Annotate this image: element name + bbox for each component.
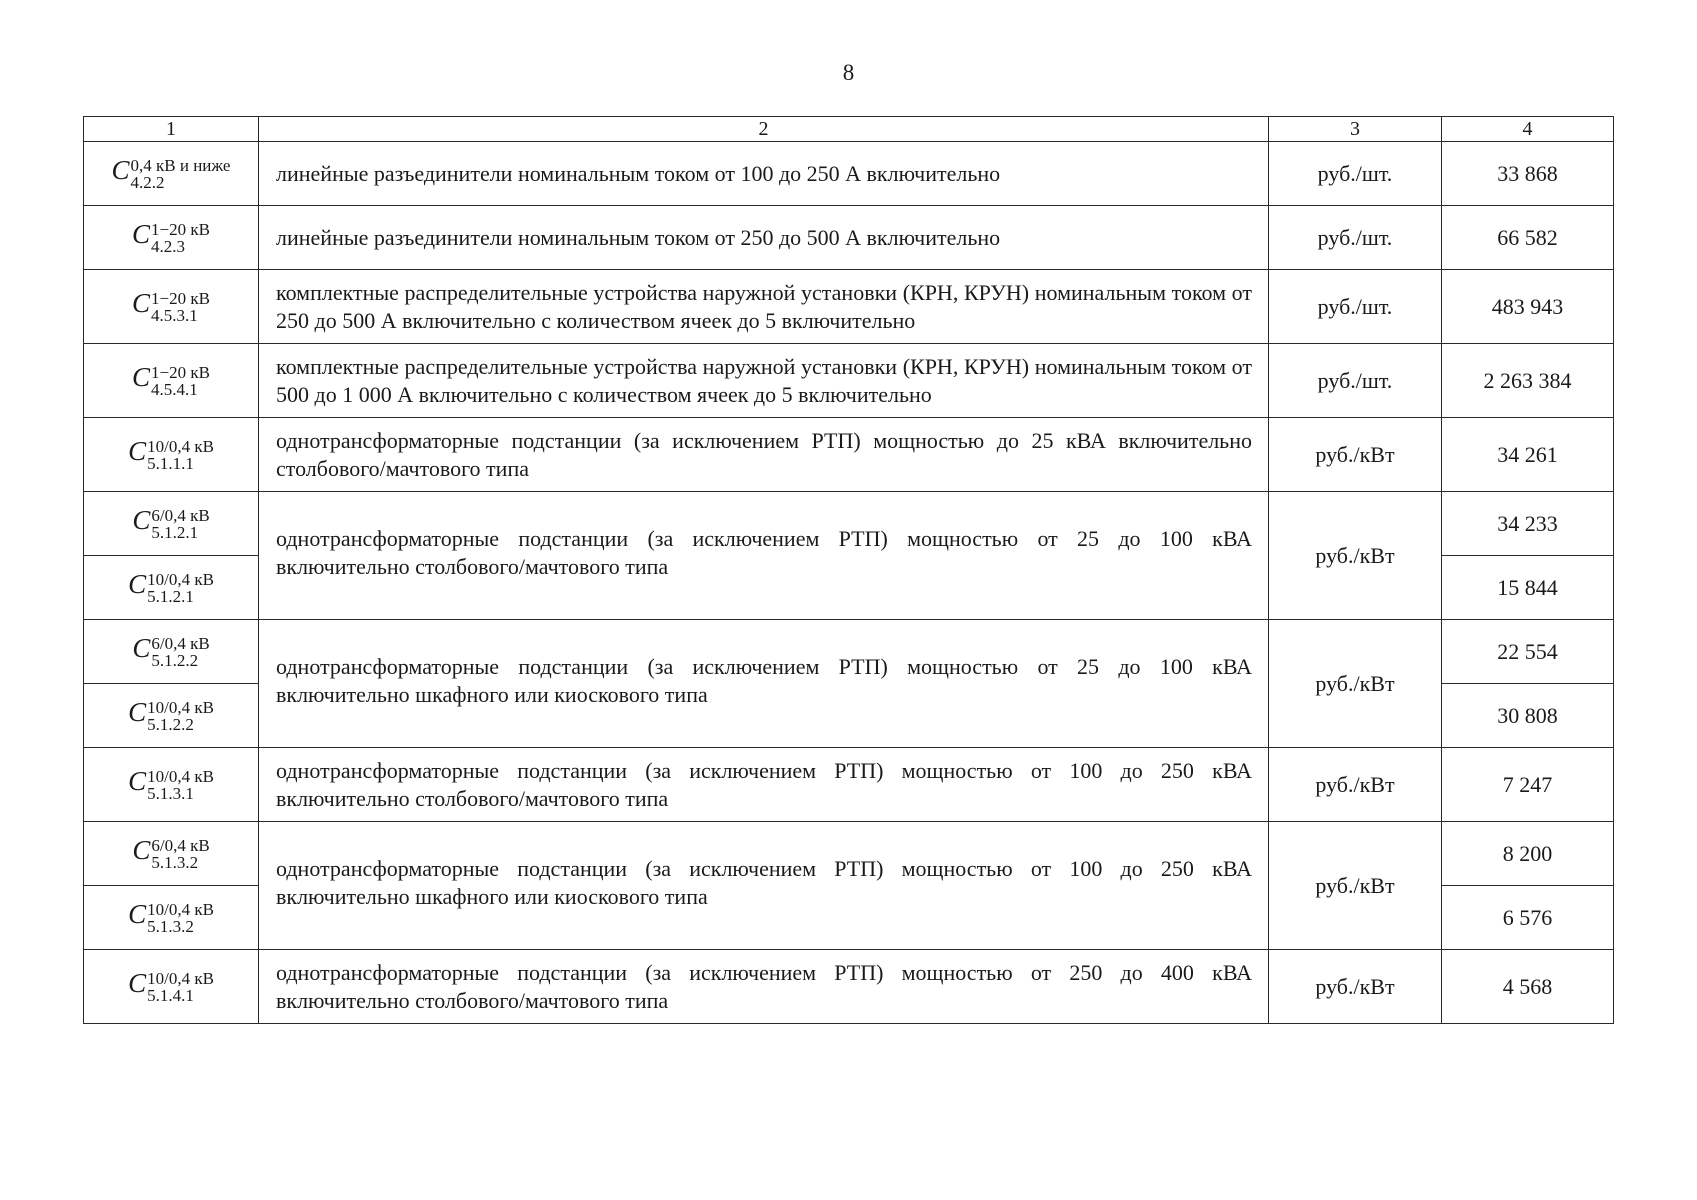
table-row: [84, 620, 1614, 684]
unit-cell: руб./кВт: [1269, 950, 1442, 1024]
unit-cell: руб./кВт: [1269, 492, 1442, 620]
unit-cell: руб./шт.: [1269, 142, 1442, 206]
rate-code: C 6/0,4 кВ 5.1.2.1: [84, 492, 259, 556]
column-header: 2: [259, 117, 1269, 142]
table-row: [84, 950, 1614, 1024]
column-header: 1: [84, 117, 259, 142]
rate-code: C 10/0,4 кВ 5.1.4.1: [84, 950, 259, 1024]
description-cell: комплектные распределительные устройства наружной установки (КРН, КРУН) номинальным током от 500 до 1 000 А включительно с количеством ячеек до 5 включительно: [259, 344, 1269, 418]
table-row: [84, 418, 1614, 492]
value-cell: 8 200: [1442, 822, 1614, 886]
rate-code: C 10/0,4 кВ 5.1.2.2: [84, 684, 259, 748]
value-cell: 34 233: [1442, 492, 1614, 556]
value-cell: 7 247: [1442, 748, 1614, 822]
description-cell: линейные разъединители номинальным током от 100 до 250 А включительно: [259, 142, 1269, 206]
rate-code: C 10/0,4 кВ 5.1.1.1: [84, 418, 259, 492]
rate-code: C 0,4 кВ и ниже 4.2.2: [84, 142, 259, 206]
value-cell: 33 868: [1442, 142, 1614, 206]
description-cell: однотрансформаторные подстанции (за исключением РТП) мощностью от 250 до 400 кВА включительно столбового/мачтового типа: [259, 950, 1269, 1024]
rate-code: C 1−20 кВ 4.2.3: [84, 206, 259, 270]
value-cell: 6 576: [1442, 886, 1614, 950]
rate-code: C 10/0,4 кВ 5.1.3.1: [84, 748, 259, 822]
table-row: [84, 492, 1614, 556]
table-row: [84, 270, 1614, 344]
unit-cell: руб./шт.: [1269, 270, 1442, 344]
header-row: [84, 117, 1614, 142]
value-cell: 2 263 384: [1442, 344, 1614, 418]
unit-cell: руб./шт.: [1269, 344, 1442, 418]
column-header: 3: [1269, 117, 1442, 142]
table-row: [84, 142, 1614, 206]
rate-code: C 1−20 кВ 4.5.4.1: [84, 344, 259, 418]
rate-code: C 6/0,4 кВ 5.1.2.2: [84, 620, 259, 684]
description-cell: однотрансформаторные подстанции (за исключением РТП) мощностью от 100 до 250 кВА включительно столбового/мачтового типа: [259, 748, 1269, 822]
value-cell: 22 554: [1442, 620, 1614, 684]
table-row: [84, 748, 1614, 822]
value-cell: 15 844: [1442, 556, 1614, 620]
value-cell: 30 808: [1442, 684, 1614, 748]
page-number: 8: [842, 60, 855, 85]
description-cell: однотрансформаторные подстанции (за исключением РТП) мощностью до 25 кВА включительно столбового/мачтового типа: [259, 418, 1269, 492]
description-cell: комплектные распределительные устройства наружной установки (КРН, КРУН) номинальным током от 250 до 500 А включительно с количеством ячеек до 5 включительно: [259, 270, 1269, 344]
rate-code: C 6/0,4 кВ 5.1.3.2: [84, 822, 259, 886]
table-row: [84, 206, 1614, 270]
value-cell: 34 261: [1442, 418, 1614, 492]
description-cell: однотрансформаторные подстанции (за исключением РТП) мощностью от 100 до 250 кВА включительно шкафного или киоскового типа: [259, 822, 1269, 950]
unit-cell: руб./кВт: [1269, 748, 1442, 822]
value-cell: 483 943: [1442, 270, 1614, 344]
rate-code: C 10/0,4 кВ 5.1.3.2: [84, 886, 259, 950]
rate-table: [83, 116, 1614, 1024]
value-cell: 66 582: [1442, 206, 1614, 270]
rate-code: C 1−20 кВ 4.5.3.1: [84, 270, 259, 344]
description-cell: линейные разъединители номинальным током от 250 до 500 А включительно: [259, 206, 1269, 270]
table-row: [84, 822, 1614, 886]
table-row: [84, 344, 1614, 418]
column-header: 4: [1442, 117, 1614, 142]
unit-cell: руб./кВт: [1269, 620, 1442, 748]
rate-code: C 10/0,4 кВ 5.1.2.1: [84, 556, 259, 620]
unit-cell: руб./шт.: [1269, 206, 1442, 270]
unit-cell: руб./кВт: [1269, 418, 1442, 492]
unit-cell: руб./кВт: [1269, 822, 1442, 950]
value-cell: 4 568: [1442, 950, 1614, 1024]
description-cell: однотрансформаторные подстанции (за исключением РТП) мощностью от 25 до 100 кВА включительно шкафного или киоскового типа: [259, 620, 1269, 748]
description-cell: однотрансформаторные подстанции (за исключением РТП) мощностью от 25 до 100 кВА включительно столбового/мачтового типа: [259, 492, 1269, 620]
